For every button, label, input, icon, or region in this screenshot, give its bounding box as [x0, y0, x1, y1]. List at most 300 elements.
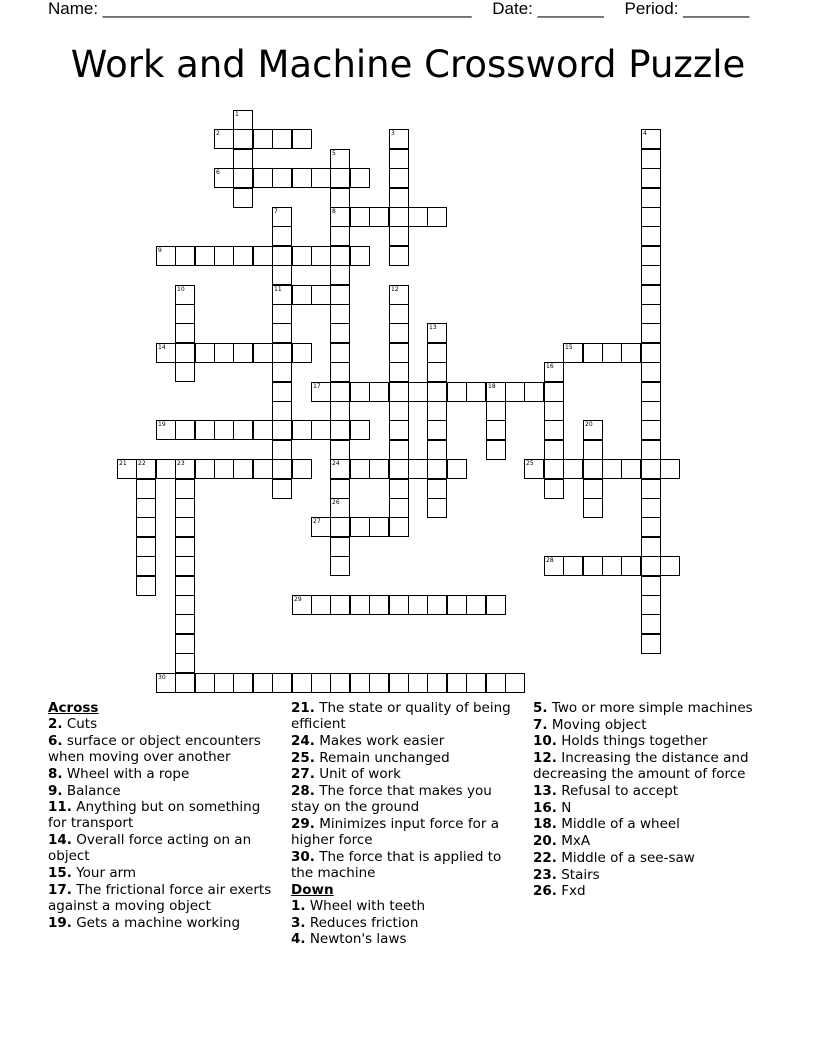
crossword-cell[interactable] — [583, 420, 603, 440]
down-clue: 22. Middle of a see-saw — [533, 849, 695, 866]
down-clue: 1. Wheel with teeth — [291, 897, 426, 914]
crossword-cell[interactable] — [641, 440, 661, 460]
crossword-cell[interactable] — [602, 556, 622, 576]
down-clue: 7. Moving object — [533, 716, 647, 733]
crossword-cell[interactable] — [330, 207, 350, 227]
crossword-cell[interactable] — [350, 595, 370, 615]
crossword-cell[interactable] — [292, 459, 312, 479]
crossword-cell[interactable] — [641, 246, 661, 266]
crossword-cell[interactable] — [427, 595, 447, 615]
crossword-cell[interactable] — [621, 459, 641, 479]
crossword-cell[interactable] — [641, 537, 661, 557]
crossword-cell[interactable] — [136, 576, 156, 596]
crossword-cell[interactable] — [641, 634, 661, 654]
period-field: Period: _______ — [624, 0, 750, 18]
crossword-cell[interactable] — [350, 207, 370, 227]
crossword-cell[interactable] — [427, 207, 447, 227]
crossword-cell[interactable] — [214, 673, 234, 693]
crossword-cell[interactable] — [544, 420, 564, 440]
crossword-cell[interactable] — [486, 595, 506, 615]
crossword-cell[interactable] — [621, 343, 641, 363]
crossword-cell[interactable] — [641, 265, 661, 285]
crossword-cell[interactable] — [272, 479, 292, 499]
crossword-cell[interactable] — [389, 323, 409, 343]
crossword-cell[interactable] — [175, 537, 195, 557]
crossword-cell[interactable] — [175, 556, 195, 576]
crossword-cell[interactable] — [272, 343, 292, 363]
across-clue: 28. The force that makes you stay on the ground — [291, 783, 492, 816]
crossword-cell[interactable] — [330, 323, 350, 343]
crossword-cell[interactable] — [389, 401, 409, 421]
crossword-cell[interactable] — [389, 595, 409, 615]
crossword-cell[interactable] — [330, 343, 350, 363]
cell-number: 24 — [332, 460, 340, 467]
cell-number: 6 — [216, 169, 220, 176]
crossword-cell[interactable] — [466, 382, 486, 402]
crossword-cell[interactable] — [292, 343, 312, 363]
crossword-cell[interactable] — [233, 110, 253, 130]
cell-number: 5 — [332, 150, 336, 157]
crossword-cell[interactable] — [330, 459, 350, 479]
crossword-cell[interactable] — [389, 343, 409, 363]
crossword-cell[interactable] — [641, 129, 661, 149]
across-clue: 17. The frictional force air exerts against a moving object — [48, 881, 272, 914]
crossword-cell[interactable] — [447, 382, 467, 402]
crossword-cell[interactable] — [389, 498, 409, 518]
crossword-cell[interactable] — [253, 246, 273, 266]
crossword-cell[interactable] — [350, 459, 370, 479]
crossword-cell[interactable] — [369, 207, 389, 227]
crossword-cell[interactable] — [427, 323, 447, 343]
crossword-cell[interactable] — [389, 459, 409, 479]
crossword-cell[interactable] — [214, 246, 234, 266]
crossword-cell[interactable] — [156, 343, 176, 363]
crossword-cell[interactable] — [660, 556, 680, 576]
crossword-cell[interactable] — [350, 420, 370, 440]
crossword-cell[interactable] — [389, 207, 409, 227]
crossword-cell[interactable] — [350, 517, 370, 537]
crossword-cell[interactable] — [660, 459, 680, 479]
crossword-cell[interactable] — [602, 343, 622, 363]
across-clue: 15. Your arm — [48, 865, 137, 882]
crossword-cell[interactable] — [641, 498, 661, 518]
crossword-cell[interactable] — [641, 168, 661, 188]
page-title: Work and Machine Crossword Puzzle — [70, 43, 746, 86]
crossword-cell[interactable] — [253, 129, 273, 149]
crossword-cell[interactable] — [311, 382, 331, 402]
crossword-cell[interactable] — [466, 595, 486, 615]
down-clue: 4. Newton's laws — [291, 931, 407, 948]
crossword-cell[interactable] — [253, 420, 273, 440]
crossword-cell[interactable] — [563, 343, 583, 363]
crossword-cell[interactable] — [641, 595, 661, 615]
crossword-cell[interactable] — [330, 168, 350, 188]
crossword-cell[interactable] — [427, 420, 447, 440]
crossword-cell[interactable] — [292, 673, 312, 693]
crossword-cell[interactable] — [136, 517, 156, 537]
crossword-cell[interactable] — [195, 673, 215, 693]
crossword-cell[interactable] — [156, 420, 176, 440]
crossword-cell[interactable] — [369, 673, 389, 693]
crossword-cell[interactable] — [641, 226, 661, 246]
crossword-cell[interactable] — [292, 168, 312, 188]
crossword-cell[interactable] — [175, 304, 195, 324]
cell-number: 23 — [177, 460, 185, 467]
crossword-cell[interactable] — [389, 149, 409, 169]
crossword-cell[interactable] — [311, 595, 331, 615]
down-clue: 10. Holds things together — [533, 733, 708, 750]
crossword-cell[interactable] — [389, 479, 409, 499]
crossword-cell[interactable] — [369, 382, 389, 402]
crossword-cell[interactable] — [233, 168, 253, 188]
crossword-cell[interactable] — [272, 673, 292, 693]
crossword-cell[interactable] — [311, 517, 331, 537]
crossword-cell[interactable] — [175, 285, 195, 305]
cell-number: 21 — [119, 460, 127, 467]
crossword-cell[interactable] — [175, 653, 195, 673]
crossword-cell[interactable] — [330, 440, 350, 460]
crossword-cell[interactable] — [330, 285, 350, 305]
crossword-cell[interactable] — [195, 246, 215, 266]
crossword-cell[interactable] — [272, 304, 292, 324]
crossword-cell[interactable] — [524, 459, 544, 479]
crossword-cell[interactable] — [175, 479, 195, 499]
across-clue: 11. Anything but on something for transport — [48, 799, 261, 832]
crossword-cell[interactable] — [583, 498, 603, 518]
cell-number: 15 — [565, 344, 573, 351]
crossword-cell[interactable] — [408, 673, 428, 693]
cell-number: 1 — [235, 111, 239, 118]
crossword-cell[interactable] — [136, 537, 156, 557]
crossword-cell[interactable] — [214, 129, 234, 149]
crossword-cell[interactable] — [427, 459, 447, 479]
crossword-cell[interactable] — [175, 246, 195, 266]
crossword-cell[interactable] — [389, 517, 409, 537]
cell-number: 10 — [177, 286, 185, 293]
crossword-cell[interactable] — [369, 459, 389, 479]
crossword-cell[interactable] — [505, 382, 525, 402]
crossword-cell[interactable] — [330, 304, 350, 324]
crossword-cell[interactable] — [427, 479, 447, 499]
crossword-cell[interactable] — [272, 129, 292, 149]
crossword-cell[interactable] — [214, 420, 234, 440]
crossword-cell[interactable] — [311, 420, 331, 440]
crossword-cell[interactable] — [136, 556, 156, 576]
crossword-cell[interactable] — [156, 459, 176, 479]
across-clue: 19. Gets a machine working — [48, 914, 241, 931]
across-clue: 25. Remain unchanged — [291, 749, 450, 766]
cell-number: 9 — [158, 247, 162, 254]
crossword-cell[interactable] — [486, 382, 506, 402]
crossword-cell[interactable] — [583, 479, 603, 499]
crossword-cell[interactable] — [175, 614, 195, 634]
crossword-cell[interactable] — [292, 285, 312, 305]
crossword-cell[interactable] — [175, 517, 195, 537]
crossword-cell[interactable] — [175, 343, 195, 363]
clues-column-3 — [533, 700, 773, 900]
crossword-cell[interactable] — [292, 595, 312, 615]
cell-number: 25 — [526, 460, 534, 467]
crossword-cell[interactable] — [330, 401, 350, 421]
crossword-cell[interactable] — [214, 343, 234, 363]
crossword-cell[interactable] — [641, 188, 661, 208]
crossword-cell[interactable] — [233, 246, 253, 266]
down-clue: 12. Increasing the distance and decreasing the amount of force — [533, 750, 749, 783]
crossword-cell[interactable] — [641, 556, 661, 576]
crossword-cell[interactable] — [253, 168, 273, 188]
crossword-cell[interactable] — [641, 304, 661, 324]
cell-number: 30 — [158, 674, 166, 681]
across-clue: 8. Wheel with a rope — [48, 765, 190, 782]
crossword-cell[interactable] — [330, 420, 350, 440]
crossword-cell[interactable] — [641, 576, 661, 596]
crossword-cell[interactable] — [641, 401, 661, 421]
down-clue: 5. Two or more simple machines — [533, 700, 753, 716]
crossword-cell[interactable] — [195, 459, 215, 479]
cell-number: 29 — [294, 596, 302, 603]
crossword-cell[interactable] — [156, 673, 176, 693]
crossword-cell[interactable] — [330, 188, 350, 208]
crossword-cell[interactable] — [350, 246, 370, 266]
crossword-cell[interactable] — [389, 304, 409, 324]
crossword-cell[interactable] — [330, 498, 350, 518]
crossword-cell[interactable] — [330, 362, 350, 382]
crossword-cell[interactable] — [389, 129, 409, 149]
crossword-cell[interactable] — [641, 285, 661, 305]
crossword-cell[interactable] — [641, 343, 661, 363]
crossword-cell[interactable] — [292, 420, 312, 440]
name-field: Name: _______________________________________ — [48, 0, 472, 18]
crossword-cell[interactable] — [233, 149, 253, 169]
crossword-cell[interactable] — [272, 207, 292, 227]
crossword-cell[interactable] — [583, 556, 603, 576]
crossword-cell[interactable] — [544, 556, 564, 576]
crossword-cell[interactable] — [272, 362, 292, 382]
crossword-cell[interactable] — [272, 285, 292, 305]
crossword-cell[interactable] — [330, 265, 350, 285]
crossword-cell[interactable] — [408, 595, 428, 615]
crossword-cell[interactable] — [136, 459, 156, 479]
crossword-cell[interactable] — [641, 362, 661, 382]
crossword-cell[interactable] — [641, 323, 661, 343]
crossword-cell[interactable] — [389, 226, 409, 246]
crossword-cell[interactable] — [447, 459, 467, 479]
crossword-cell[interactable] — [156, 246, 176, 266]
crossword-cell[interactable] — [641, 382, 661, 402]
across-clue: 6. surface or object encounters when moving over another — [48, 732, 261, 766]
crossword-cell[interactable] — [195, 343, 215, 363]
crossword-cell[interactable] — [583, 440, 603, 460]
crossword-cell[interactable] — [544, 382, 564, 402]
crossword-cell[interactable] — [272, 440, 292, 460]
crossword-cell[interactable] — [641, 207, 661, 227]
crossword-cell[interactable] — [583, 459, 603, 479]
crossword-cell[interactable] — [621, 556, 641, 576]
crossword-cell[interactable] — [253, 343, 273, 363]
crossword-cell[interactable] — [311, 673, 331, 693]
crossword-cell[interactable] — [389, 420, 409, 440]
clues-column-1 — [48, 700, 283, 931]
cell-number: 18 — [488, 383, 496, 390]
crossword-cell[interactable] — [136, 479, 156, 499]
crossword-cell[interactable] — [427, 498, 447, 518]
crossword-cell[interactable] — [369, 517, 389, 537]
crossword-cell[interactable] — [427, 343, 447, 363]
down-clue: 16. N — [533, 799, 572, 816]
crossword-cell[interactable] — [447, 673, 467, 693]
crossword-cell[interactable] — [175, 673, 195, 693]
crossword-cell[interactable] — [641, 149, 661, 169]
crossword-cell[interactable] — [272, 265, 292, 285]
crossword-cell[interactable] — [408, 459, 428, 479]
crossword-cell[interactable] — [330, 149, 350, 169]
crossword-cell[interactable] — [350, 673, 370, 693]
crossword-cell[interactable] — [175, 420, 195, 440]
crossword-cell[interactable] — [136, 498, 156, 518]
crossword-cell[interactable] — [350, 168, 370, 188]
crossword-cell[interactable] — [641, 459, 661, 479]
crossword-cell[interactable] — [233, 459, 253, 479]
crossword-cell[interactable] — [233, 420, 253, 440]
cell-number: 11 — [274, 286, 282, 293]
down-clue: 18. Middle of a wheel — [533, 816, 680, 833]
crossword-cell[interactable] — [272, 323, 292, 343]
crossword-cell[interactable] — [389, 362, 409, 382]
crossword-cell[interactable] — [602, 459, 622, 479]
crossword-cell[interactable] — [272, 246, 292, 266]
crossword-cell[interactable] — [544, 440, 564, 460]
crossword-cell[interactable] — [486, 440, 506, 460]
cell-number: 2 — [216, 130, 220, 137]
crossword-cell[interactable] — [117, 459, 137, 479]
crossword-cell[interactable] — [292, 246, 312, 266]
across-clue: 27. Unit of work — [291, 766, 401, 783]
crossword-cell[interactable] — [330, 246, 350, 266]
crossword-cell[interactable] — [233, 188, 253, 208]
crossword-cell[interactable] — [330, 673, 350, 693]
crossword-cell[interactable] — [233, 343, 253, 363]
crossword-cell[interactable] — [544, 459, 564, 479]
crossword-cell[interactable] — [175, 459, 195, 479]
crossword-cell[interactable] — [447, 595, 467, 615]
clues-column-2 — [291, 700, 523, 948]
crossword-cell[interactable] — [641, 614, 661, 634]
crossword-cell[interactable] — [427, 440, 447, 460]
crossword-cell[interactable] — [330, 479, 350, 499]
crossword-cell[interactable] — [466, 673, 486, 693]
crossword-cell[interactable] — [272, 459, 292, 479]
crossword-cell[interactable] — [641, 420, 661, 440]
crossword-cell[interactable] — [350, 382, 370, 402]
crossword-cell[interactable] — [641, 479, 661, 499]
crossword-cell[interactable] — [214, 459, 234, 479]
crossword-cell[interactable] — [272, 382, 292, 402]
crossword-cell[interactable] — [175, 576, 195, 596]
down-clue: 3. Reduces friction — [291, 914, 419, 931]
crossword-cell[interactable] — [330, 517, 350, 537]
crossword-cell[interactable] — [175, 362, 195, 382]
crossword-cell[interactable] — [408, 207, 428, 227]
across-clue: 21. The state or quality of being efficient — [291, 700, 511, 733]
cell-number: 19 — [158, 421, 166, 428]
crossword-cell[interactable] — [427, 401, 447, 421]
crossword-cell[interactable] — [311, 168, 331, 188]
crossword-cell[interactable] — [311, 285, 331, 305]
crossword-cell[interactable] — [544, 401, 564, 421]
crossword-cell[interactable] — [486, 420, 506, 440]
across-clue: 14. Overall force acting on an object — [48, 832, 252, 865]
crossword-cell[interactable] — [330, 382, 350, 402]
crossword-cell[interactable] — [311, 246, 331, 266]
crossword-cell[interactable] — [253, 673, 273, 693]
cell-number: 26 — [332, 499, 340, 506]
crossword-cell[interactable] — [330, 537, 350, 557]
crossword-cell[interactable] — [292, 129, 312, 149]
crossword-cell[interactable] — [583, 343, 603, 363]
crossword-cell[interactable] — [330, 595, 350, 615]
across-clue: 24. Makes work easier — [291, 732, 445, 749]
down-clue: 13. Refusal to accept — [533, 783, 679, 800]
crossword-cell[interactable] — [233, 673, 253, 693]
cell-number: 20 — [585, 421, 593, 428]
crossword-cell[interactable] — [272, 401, 292, 421]
crossword-cell[interactable] — [563, 556, 583, 576]
crossword-cell[interactable] — [175, 323, 195, 343]
crossword-cell[interactable] — [486, 673, 506, 693]
crossword-cell[interactable] — [195, 420, 215, 440]
cell-number: 27 — [313, 518, 321, 525]
across-clue: 9. Balance — [48, 782, 121, 799]
crossword-cell[interactable] — [330, 226, 350, 246]
crossword-cell[interactable] — [427, 362, 447, 382]
crossword-cell[interactable] — [544, 362, 564, 382]
down-clue: 26. Fxd — [533, 883, 586, 900]
crossword-cell[interactable] — [389, 168, 409, 188]
crossword-cell[interactable] — [389, 673, 409, 693]
crossword-cell[interactable] — [563, 459, 583, 479]
cell-number: 7 — [274, 208, 278, 215]
crossword-cell[interactable] — [389, 188, 409, 208]
crossword-cell[interactable] — [641, 517, 661, 537]
crossword-cell[interactable] — [175, 595, 195, 615]
crossword-cell[interactable] — [272, 420, 292, 440]
crossword-cell[interactable] — [389, 246, 409, 266]
cell-number: 28 — [546, 557, 554, 564]
crossword-cell[interactable] — [175, 634, 195, 654]
crossword-cell[interactable] — [369, 595, 389, 615]
crossword-cell[interactable] — [427, 382, 447, 402]
crossword-cell[interactable] — [214, 168, 234, 188]
crossword-cell[interactable] — [389, 382, 409, 402]
across-clue: 30. The force that is applied to the machine — [291, 848, 502, 882]
crossword-cell[interactable] — [272, 168, 292, 188]
crossword-cell[interactable] — [486, 401, 506, 421]
crossword-cell[interactable] — [408, 382, 428, 402]
crossword-cell[interactable] — [389, 285, 409, 305]
crossword-cell[interactable] — [233, 129, 253, 149]
crossword-cell[interactable] — [272, 226, 292, 246]
date-field: Date: _______ — [492, 0, 604, 18]
crossword-cell[interactable] — [505, 673, 525, 693]
crossword-cell[interactable] — [330, 556, 350, 576]
crossword-cell[interactable] — [175, 498, 195, 518]
crossword-cell[interactable] — [427, 673, 447, 693]
crossword-cell[interactable] — [389, 440, 409, 460]
crossword-cell[interactable] — [544, 479, 564, 499]
crossword-cell[interactable] — [253, 459, 273, 479]
crossword-cell[interactable] — [524, 382, 544, 402]
across-clue: 2. Cuts — [48, 716, 98, 733]
